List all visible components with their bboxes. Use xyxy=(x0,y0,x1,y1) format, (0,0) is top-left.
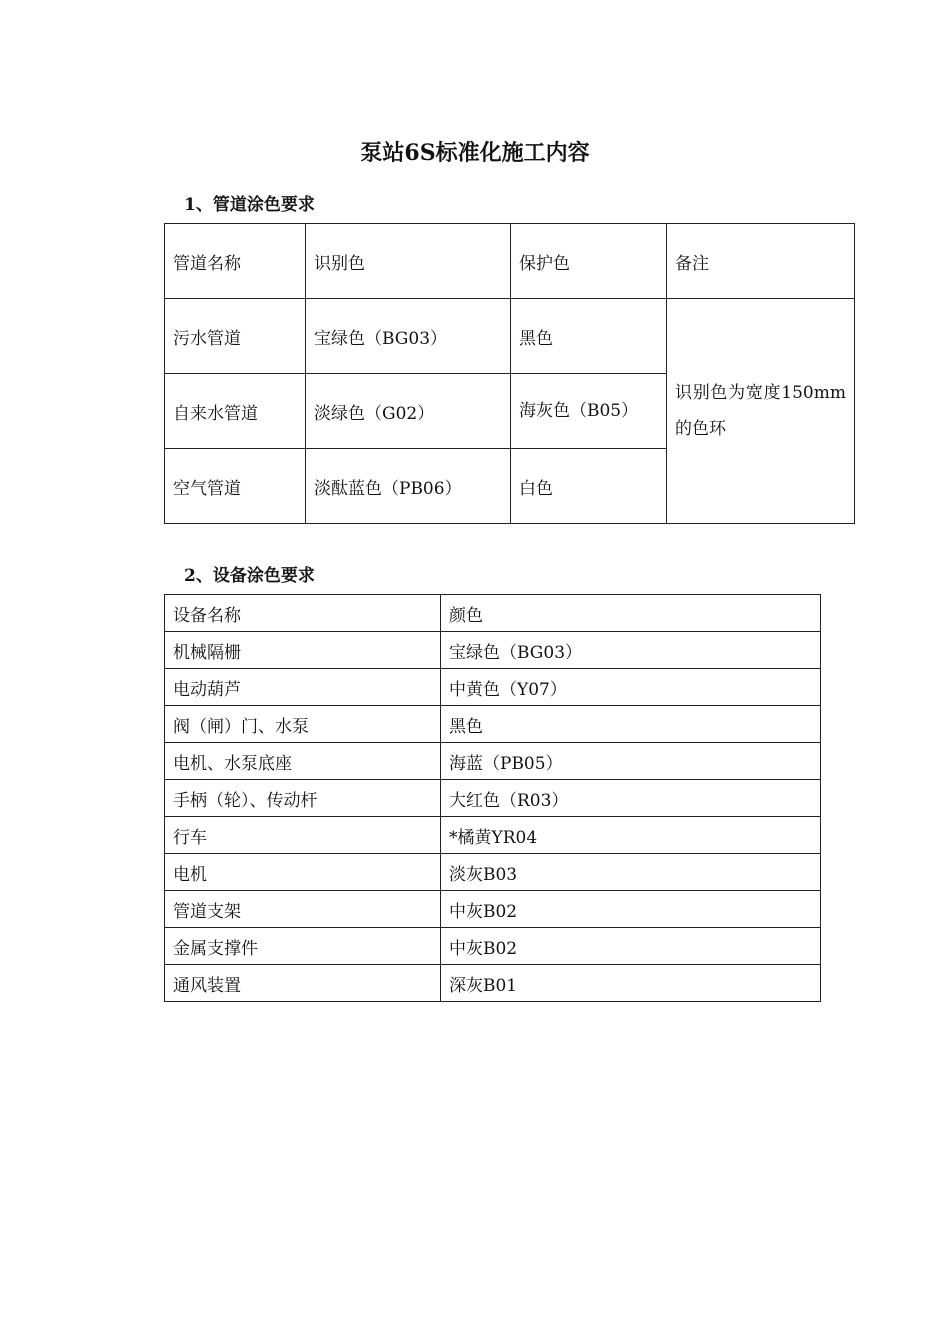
section-heading-equipment-colors: 2、设备涂色要求 xyxy=(184,566,315,586)
equipment-color-table xyxy=(164,594,821,1002)
equipment-name-cell: 电动葫芦 xyxy=(165,669,441,706)
equipment-name-cell: 机械隔栅 xyxy=(165,632,441,669)
table-row xyxy=(165,780,821,817)
note-cell: 识别色为宽度150mm的色环 xyxy=(667,299,855,524)
table-row xyxy=(165,928,821,965)
document-title: 泵站6S标准化施工内容 xyxy=(360,140,590,166)
protect-color-cell: 白色 xyxy=(511,449,667,524)
table-row xyxy=(165,299,855,374)
header-cell-note: 备注 xyxy=(667,224,855,299)
table-row xyxy=(165,669,821,706)
equipment-name-cell: 手柄（轮）、传动杆 xyxy=(165,780,441,817)
protect-color-cell: 海灰色（B05） xyxy=(511,374,667,449)
header-cell-pipe-name: 管道名称 xyxy=(165,224,306,299)
id-color-cell: 宝绿色（BG03） xyxy=(306,299,511,374)
table-header-row xyxy=(165,224,855,299)
table-row xyxy=(165,965,821,1002)
id-color-cell: 淡酞蓝色（PB06） xyxy=(306,449,511,524)
equipment-name-cell: 金属支撑件 xyxy=(165,928,441,965)
equipment-color-cell: 中灰B02 xyxy=(441,928,821,965)
equipment-color-cell: 黑色 xyxy=(441,706,821,743)
table-header-row xyxy=(165,595,821,632)
header-cell-protect-color: 保护色 xyxy=(511,224,667,299)
equipment-color-cell: 深灰B01 xyxy=(441,965,821,1002)
protect-color-cell: 黑色 xyxy=(511,299,667,374)
table-row xyxy=(165,632,821,669)
equipment-name-cell: 通风装置 xyxy=(165,965,441,1002)
equipment-name-cell: 行车 xyxy=(165,817,441,854)
equipment-color-cell: 淡灰B03 xyxy=(441,854,821,891)
section-heading-pipe-colors: 1、管道涂色要求 xyxy=(184,195,315,215)
equipment-color-cell: 海蓝（PB05） xyxy=(441,743,821,780)
equipment-color-cell: 大红色（R03） xyxy=(441,780,821,817)
equipment-name-cell: 管道支架 xyxy=(165,891,441,928)
table-row xyxy=(165,706,821,743)
table-row xyxy=(165,817,821,854)
table-row xyxy=(165,854,821,891)
header-cell-color: 颜色 xyxy=(441,595,821,632)
pipe-color-table xyxy=(164,223,855,524)
equipment-color-cell: 中黄色（Y07） xyxy=(441,669,821,706)
table-row xyxy=(165,891,821,928)
header-cell-equipment-name: 设备名称 xyxy=(165,595,441,632)
equipment-name-cell: 电机、水泵底座 xyxy=(165,743,441,780)
equipment-name-cell: 阀（闸）门、水泵 xyxy=(165,706,441,743)
equipment-color-cell: 宝绿色（BG03） xyxy=(441,632,821,669)
header-cell-id-color: 识别色 xyxy=(306,224,511,299)
equipment-color-cell: *橘黄YR04 xyxy=(441,817,821,854)
equipment-color-cell: 中灰B02 xyxy=(441,891,821,928)
pipe-name-cell: 空气管道 xyxy=(165,449,306,524)
table-row xyxy=(165,743,821,780)
equipment-name-cell: 电机 xyxy=(165,854,441,891)
pipe-name-cell: 自来水管道 xyxy=(165,374,306,449)
pipe-name-cell: 污水管道 xyxy=(165,299,306,374)
id-color-cell: 淡绿色（G02） xyxy=(306,374,511,449)
